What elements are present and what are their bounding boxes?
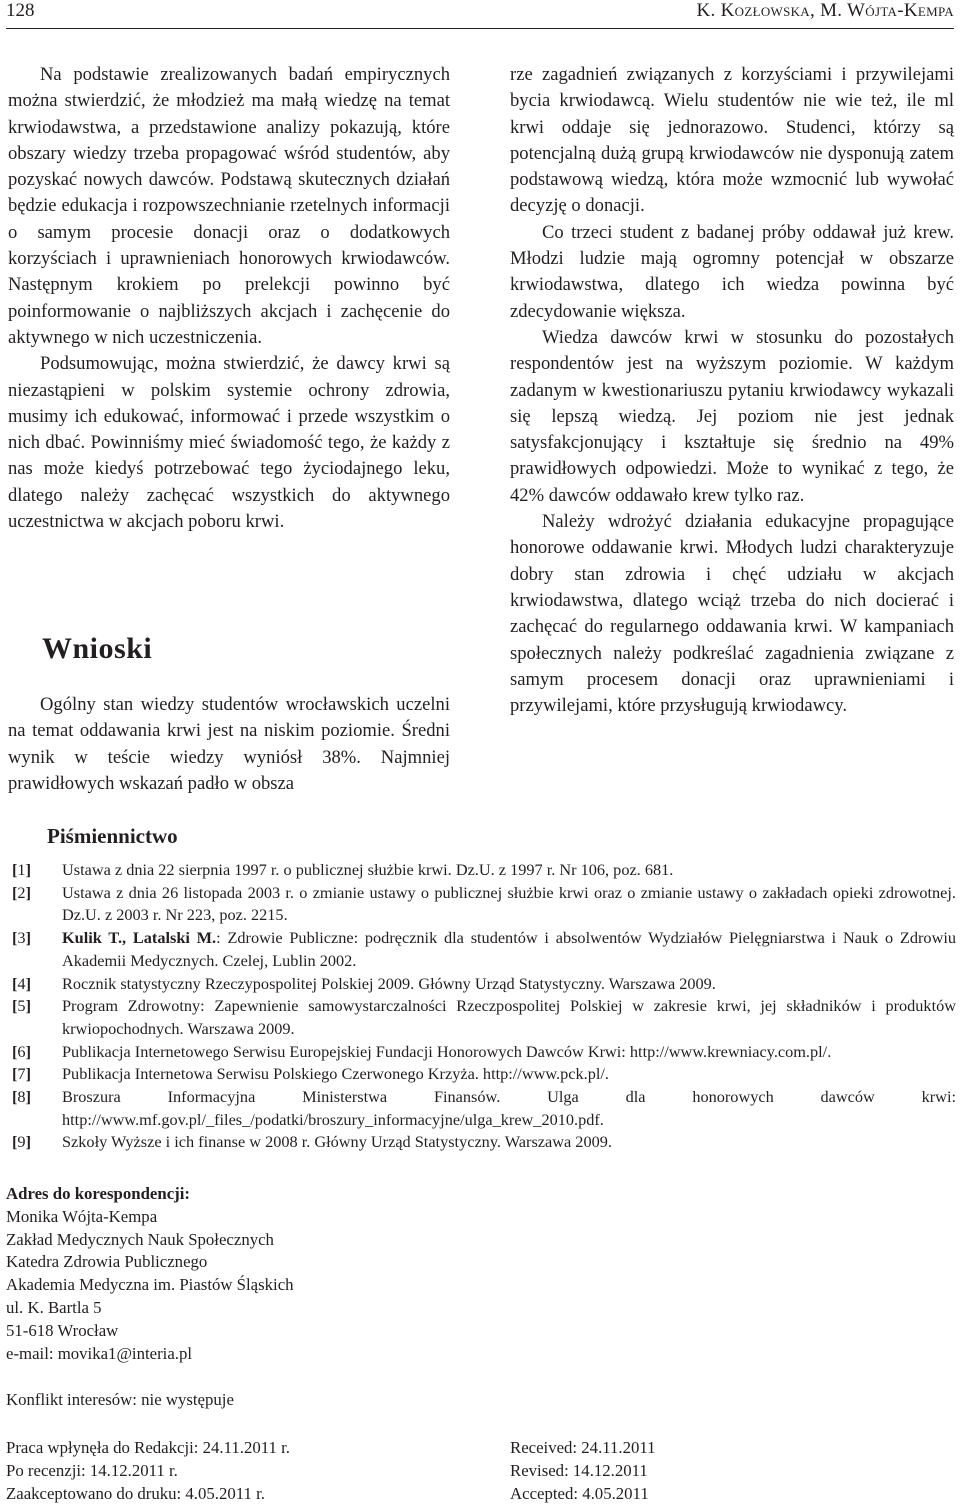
bibliography-item: [6] Publikacja Internetowego Serwisu Europejskiej Fundacji Honorowych Dawców Krwi: http://www.krewniacy.com.pl/. xyxy=(12,1041,832,1061)
bibliography-item: [1] Ustawa z dnia 22 sierpnia 1997 r. o publicznej służbie krwi. Dz.U. z 1997 r. Nr 106, poz. 681. xyxy=(12,860,674,879)
bibliography-number: 1 xyxy=(17,860,26,879)
date-accepted-en: Accepted: 4.05.2011 xyxy=(510,1483,649,1503)
bibliography-item: [8] Broszura Informacyjna Ministerstwa Finansów. Ulga dla honorowych dawców krwi: http://www.mf.gov.pl/_files_/podatki/broszury_informacyjne/ulga_krew_2010.pdf. xyxy=(12,1087,956,1129)
left-paragraph-3: Ogólny stan wiedzy studentów wrocławskich uczelni na temat oddawania krwi jest na niskim poziomie. Średni wynik w teście wiedzy wyniósł 38%. Najmniej prawidłowych wskazań padło w obsza xyxy=(8,694,450,794)
correspondence-address xyxy=(6,1183,294,1365)
bibliography-item: [5] Program Zdrowotny: Zapewnienie samowystarczalności Rzeczpospolitej Polskiej w zakresie krwi, jej składników i produktów krwiopochodnych. Warszawa 2009. xyxy=(12,996,956,1038)
page-number: 128 xyxy=(6,0,35,21)
date-revised-en: Revised: 14.12.2011 xyxy=(510,1460,648,1480)
header-rule xyxy=(6,28,954,29)
right-paragraph-1: rze zagadnień związanych z korzyściami i przywilejami bycia krwiodawcą. Wielu studentów nie wie też, ile ml krwi oddaje się jednorazowo. Studenci, którzy są potencjalną dużą grupą krwiodawców nie dysponują zatem podstawową wiedzą, która może wzmocnić lub wywołać decyzję o donacji. xyxy=(510,64,954,217)
date-received-en: Received: 24.11.2011 xyxy=(510,1438,656,1457)
bibliography-number: 4 xyxy=(17,973,26,993)
dates-polish xyxy=(6,1437,290,1505)
dates-english xyxy=(510,1437,656,1505)
bibliography-text: Program Zdrowotny: Zapewnienie samowystarczalności Rzeczpospolitej Polskiej w zakresie krwi, jej składników i produktów krwiopochodnych. Warszawa 2009. xyxy=(62,996,956,1038)
correspondence-name: Monika Wójta-Kempa xyxy=(6,1206,158,1226)
bibliography-number: 9 xyxy=(17,1132,26,1152)
bibliography-number: 3 xyxy=(17,928,26,948)
right-column-body xyxy=(510,62,954,719)
correspondence-label: Adres do korespondencji: xyxy=(6,1184,190,1203)
correspondence-university: Akademia Medyczna im. Piastów Śląskich xyxy=(6,1275,294,1295)
correspondence-department: Zakład Medycznych Nauk Społecznych xyxy=(6,1229,274,1249)
bibliography-number: 7 xyxy=(17,1064,26,1084)
bibliography-authors: Kulik T., Latalski M. xyxy=(62,928,217,948)
bibliography-item: [7] Publikacja Internetowa Serwisu Polskiego Czerwonego Krzyża. http://www.pck.pl/. xyxy=(12,1064,609,1084)
bibliography-item: [9] Szkoły Wyższe i ich finanse w 2008 r. Główny Urząd Statystyczny. Warszawa 2009. xyxy=(12,1132,612,1152)
bibliography-text: Rocznik statystyczny Rzeczypospolitej Polskiej 2009. Główny Urząd Statystyczny. Warszawa 2009. xyxy=(62,973,716,993)
bibliography-number: 8 xyxy=(17,1087,26,1107)
page-header xyxy=(6,0,954,26)
left-column-body xyxy=(8,62,450,535)
date-revised-pl: Po recenzji: 14.12.2011 r. xyxy=(6,1460,178,1480)
bibliography-number: 5 xyxy=(17,996,26,1016)
bibliography-number: 6 xyxy=(17,1041,26,1061)
bibliography-text: : Zdrowie Publiczne: podręcznik dla studentów i absolwentów Wydziałów Pielęgniarstwa i Nauk o Zdrowiu Akademii Medycznych. Czelej, Lublin 2002. xyxy=(62,928,956,970)
bibliography-text: Publikacja Internetowa Serwisu Polskiego Czerwonego Krzyża. http://www.pck.pl/. xyxy=(62,1064,609,1084)
bibliography-text: Ustawa z dnia 22 sierpnia 1997 r. o publicznej służbie krwi. Dz.U. z 1997 r. Nr 106, poz. 681. xyxy=(62,860,674,879)
right-paragraph-3: Wiedza dawców krwi w stosunku do pozostałych respondentów jest na wyższym poziomie. W każdym zadanym w kwestionariuszu pytaniu krwiodawcy wykazali się lepszą wiedzą. Jej poziom nie jest jednak satysfakcjonujący i kształtuje się średnio na 49% prawidłowych odpowiedzi. Może to wynikać z tego, że 42% dawców oddawało krew tylko raz. xyxy=(510,326,954,506)
bibliography-text: Ustawa z dnia 26 listopada 2003 r. o zmianie ustawy o publicznej służbie krwi oraz o zmianie ustawy o zakładach opieki zdrowotnej. Dz.U. z 2003 r. Nr 223, poz. 2215. xyxy=(62,882,956,925)
date-accepted-pl: Zaakceptowano do druku: 4.05.2011 r. xyxy=(6,1483,265,1503)
conflict-of-interest: Konflikt interesów: nie występuje xyxy=(6,1390,234,1409)
correspondence-chair: Katedra Zdrowia Publicznego xyxy=(6,1252,208,1272)
bibliography-item: [2] Ustawa z dnia 26 listopada 2003 r. o zmianie ustawy o publicznej służbie krwi oraz o zmianie ustawy o zakładach opieki zdrowotnej. Dz.U. z 2003 r. Nr 223, poz. 2215. xyxy=(12,882,956,925)
left-paragraph-2: Podsumowując, można stwierdzić, że dawcy krwi są niezastąpieni w polskim systemie ochrony zdrowia, musimy ich edukować, informować i przede wszystkim o nich dbać. Powinniśmy mieć świadomość tego, że każdy z nas może kiedyś potrzebować tego życiodajnego leku, dlatego należy zachęcać wszystkich do aktywnego uczestnictwa w akcjach poboru krwi. xyxy=(8,353,450,533)
bibliography-text: Broszura Informacyjna Ministerstwa Finansów. Ulga dla honorowych dawców krwi: http://www.mf.gov.pl/_files_/podatki/broszury_informacyjne/ulga_krew_2010.pdf. xyxy=(62,1087,956,1129)
right-paragraph-4: Należy wdrożyć działania edukacyjne propagujące honorowe oddawanie krwi. Młodych ludzi charakteryzuje dobry stan zdrowia i chęć udziału w akcjach krwiodawstwa, dlatego wciąż trzeba do nich docierać i zachęcać do regularnego oddawania krwi. W kampaniach społecznych należy podkreślać zagadnienia związane z samym procesem donacji oraz uprawnieniami i przywilejami, które przysługują krwiodawcy. xyxy=(510,511,954,717)
bibliography-item: [3] Kulik T., Latalski M.: Zdrowie Publiczne: podręcznik dla studentów i absolwentów Wydziałów Pielęgniarstwa i Nauk o Zdrowiu Akademii Medycznych. Czelej, Lublin 2002. xyxy=(12,928,956,970)
bibliography-item: [4] Rocznik statystyczny Rzeczypospolitej Polskiej 2009. Główny Urząd Statystyczny. Warszawa 2009. xyxy=(12,973,716,993)
correspondence-email: e-mail: movika1@interia.pl xyxy=(6,1343,193,1363)
section-heading-wnioski: Wnioski xyxy=(42,632,153,665)
bibliography-number: 2 xyxy=(17,882,26,902)
correspondence-city: 51-618 Wrocław xyxy=(6,1320,119,1340)
bibliography-text: Szkoły Wyższe i ich finanse w 2008 r. Główny Urząd Statystyczny. Warszawa 2009. xyxy=(62,1132,612,1152)
bibliography-text: Publikacja Internetowego Serwisu Europejskiej Fundacji Honorowych Dawców Krwi: http://www.krewniacy.com.pl/. xyxy=(62,1041,832,1061)
left-column-conclusions xyxy=(8,692,450,797)
bibliography-heading: Piśmiennictwo xyxy=(47,824,178,848)
date-received-pl: Praca wpłynęła do Redakcji: 24.11.2011 r. xyxy=(6,1438,290,1457)
running-head: K. Kozłowska, M. Wójta-Kempa xyxy=(696,0,954,21)
bibliography-list xyxy=(8,859,956,1154)
left-paragraph-1: Na podstawie zrealizowanych badań empirycznych można stwierdzić, że młodzież ma małą wiedzę na temat krwiodawstwa, a przedstawione analizy pokazują, które obszary wiedzy trzeba propagować wśród studentów, aby pozyskać nowych dawców. Podstawą skutecznych działań będzie edukacja i rozpowszechnianie rzetelnych informacji o samym procesie donacji oraz o dodatkowych korzyściach i uprawnieniach honorowych krwiodawców. Następnym krokiem po prelekcji powinno być poinformowanie o najbliższych akcjach i zachęcenie do aktywnego w nich uczestniczenia. xyxy=(8,64,450,348)
right-paragraph-2: Co trzeci student z badanej próby oddawał już krew. Młodzi ludzie mają ogromny potencjał w obszarze krwiodawstwa, dlatego ich wiedza powinna być zdecydowanie większa. xyxy=(510,221,954,322)
correspondence-street: ul. K. Bartla 5 xyxy=(6,1297,102,1317)
